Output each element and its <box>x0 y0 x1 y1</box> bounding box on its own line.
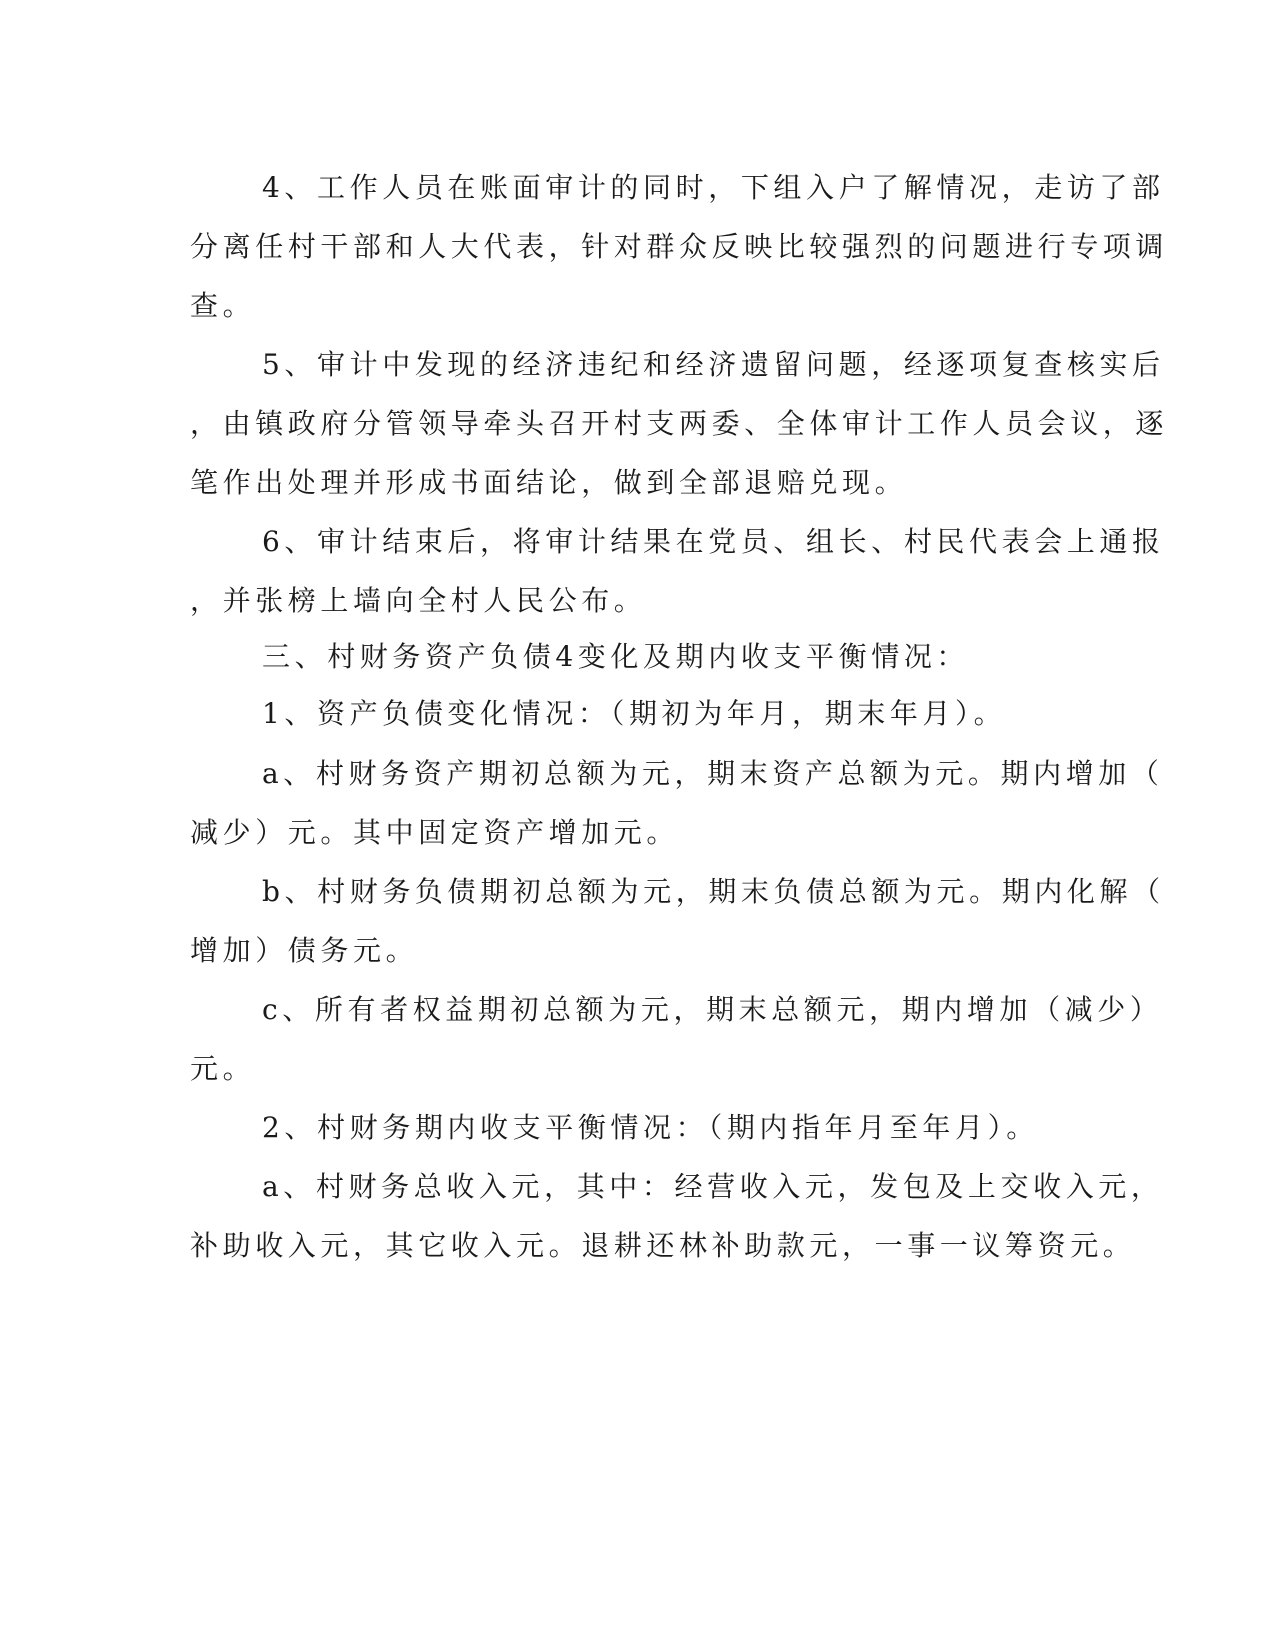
item-2a-line-2: 补助收入元，其它收入元。退耕还林补助款元，一事一议筹资元。 <box>190 1229 1136 1262</box>
paragraph-6-line-1: 6、审计结束后，将审计结果在党员、组长、村民代表会上通报 <box>262 525 1165 558</box>
paragraph-4-line-2: 分离任村干部和人大代表，针对群众反映比较强烈的问题进行专项调 <box>190 230 1169 263</box>
paragraph-4-line-3: 查。 <box>190 289 256 322</box>
paragraph-6-line-2: ，并张榜上墙向全村人民公布。 <box>190 584 647 617</box>
item-2a-line-1: a、村财务总收入元，其中：经营收入元，发包及上交收入元， <box>262 1170 1164 1203</box>
paragraph-4-line-1: 4、工作人员在账面审计的同时，下组入户了解情况，走访了部 <box>262 171 1165 204</box>
item-1b-line-1: b、村财务负债期初总额为元，期末负债总额为元。期内化解（ <box>262 875 1165 908</box>
paragraph-5-line-1: 5、审计中发现的经济违纪和经济遗留问题，经逐项复查核实后 <box>262 348 1165 381</box>
item-1-heading: 1、资产负债变化情况：（期初为年月，期末年月）。 <box>262 697 1007 730</box>
paragraph-5-line-3: 笔作出处理并形成书面结论，做到全部退赔兑现。 <box>190 466 908 499</box>
item-1b-line-2: 增加）债务元。 <box>190 934 419 967</box>
item-1c-line-1: c、所有者权益期初总额为元，期末总额元，期内增加（减少） <box>262 993 1163 1026</box>
item-2-heading: 2、村财务期内收支平衡情况：（期内指年月至年月）。 <box>262 1111 1039 1144</box>
item-1a-line-1: a、村财务资产期初总额为元，期末资产总额为元。期内增加（ <box>262 757 1164 790</box>
section-three-heading: 三、村财务资产负债4变化及期内收支平衡情况： <box>262 640 970 673</box>
item-1c-line-2: 元。 <box>190 1052 256 1085</box>
paragraph-5-line-2: ，由镇政府分管领导牵头召开村支两委、全体审计工作人员会议，逐 <box>190 407 1169 440</box>
item-1a-line-2: 减少）元。其中固定资产增加元。 <box>190 816 680 849</box>
